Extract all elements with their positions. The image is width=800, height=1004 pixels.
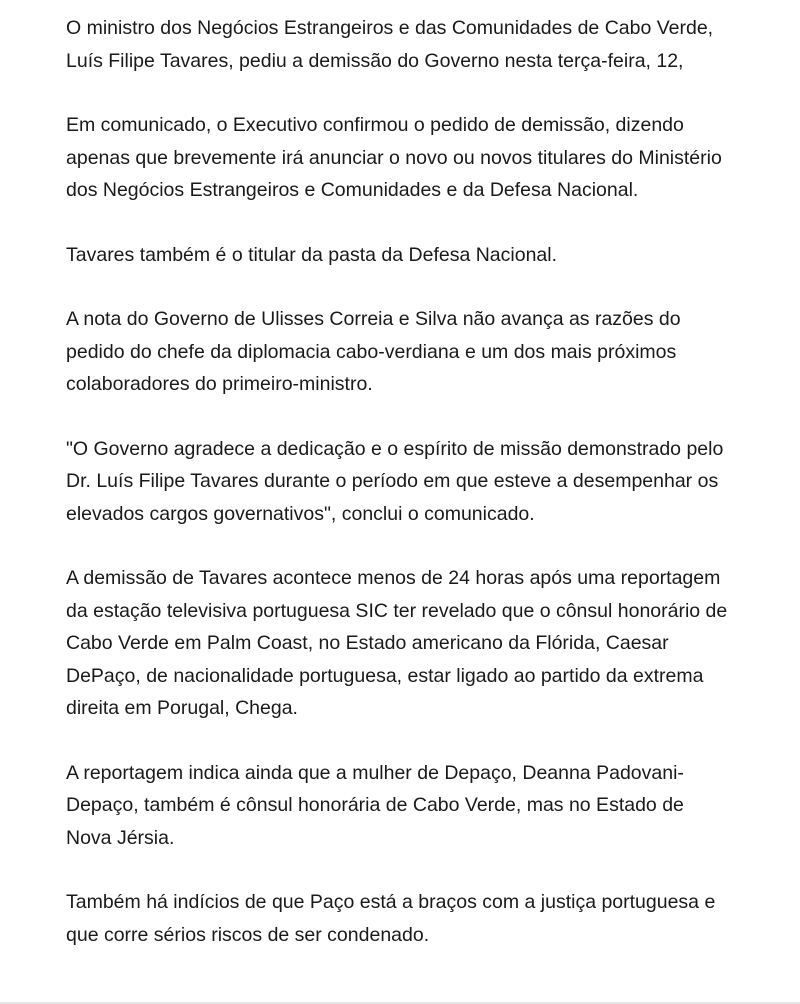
paragraph-7: A reportagem indica ainda que a mulher de Depaço, Deanna Padovani-Depaço, também é cônsul honorária de Cabo Verde, mas no Estado de Nova Jérsia. [66,761,684,849]
article-body [66,12,730,983]
paragraph-5: "O Governo agradece a dedicação e o espírito de missão demonstrado pelo Dr. Luís Filipe Tavares durante o período em que esteve a desempenhar os elevados cargos governativos", conclui o comunicado. [66,437,724,525]
paragraph-1: O ministro dos Negócios Estrangeiros e das Comunidades de Cabo Verde, Luís Filipe Tavares, pediu a demissão do Governo nesta terça-feira, 12, [66,17,714,72]
paragraph-4: A nota do Governo de Ulisses Correia e Silva não avança as razões do pedido do chefe da diplomacia cabo-verdiana e um dos mais próximos colaboradores do primeiro-ministro. [66,308,681,395]
paragraph-3: Tavares também é o titular da pasta da Defesa Nacional. [66,243,558,266]
paragraph-8: Também há indícios de que Paço está a braços com a justiça portuguesa e que corre sérios riscos de ser condenado. [66,891,716,946]
paragraph-6: A demissão de Tavares acontece menos de 24 horas após uma reportagem da estação televisiva portuguesa SIC ter revelado que o cônsul honorário de Cabo Verde em Palm Coast, no Estado americano da Flórida, Caesar DePaço, de nacionalidade portuguesa, estar ligado ao partido da extrema direita em Porugal, Chega. [66,567,728,719]
paragraph-2: Em comunicado, o Executivo confirmou o pedido de demissão, dizendo apenas que brevemente irá anunciar o novo ou novos titulares do Ministério dos Negócios Estrangeiros e Comunidades e da Defesa Nacional. [66,114,722,201]
